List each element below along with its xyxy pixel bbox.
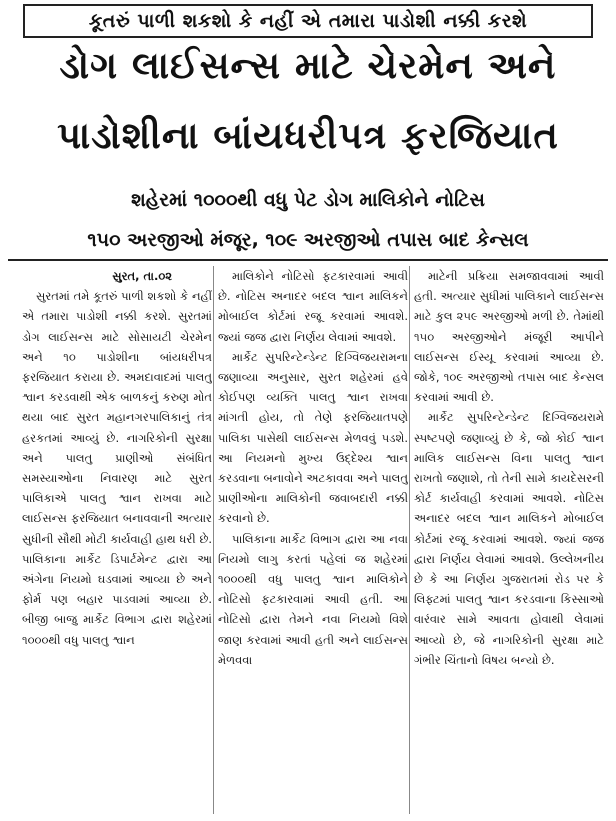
subheading-line-1: શહેરમાં ૧૦૦૦થી વધુ પેટ ડોગ માલિકોને નોટિસ (131, 189, 485, 211)
article-column-3 (414, 266, 604, 816)
headline-line-2: પાડોશીના બાંયધરીપત્ર ફરજિયાત (57, 114, 559, 157)
article-paragraph: માટેની પ્રક્રિયા સમજાવવામાં આવી હતી. અત્યાર સુધીમાં પાલિકાને લાઈસન્સ માટે કુલ ૨૫૯ અરજીઓ મળી છે. તેમાંથી ૧૫૦ અરજીઓને મંજૂરી આપીને લાઈસન્સ ઈસ્યૂ કરવામાં આવ્યા છે. જોકે, ૧૦૯ અરજીઓ તપાસ બાદ કેન્સલ કરવામાં આવી છે. (414, 269, 604, 405)
kicker-banner: કૂતરું પાળી શકશો કે નહીં એ તમારા પાડોશી નક્કી કરશે (23, 4, 593, 38)
header-rule (8, 259, 608, 261)
article-column-1 (22, 266, 212, 816)
headline-line-1: ડોગ લાઈસન્સ માટે ચેરમેન અને (59, 44, 557, 87)
article-paragraph: માર્કેટ સુપરિન્ટેન્ડેન્ટ દિગ્વિજયરામે સ્પષ્ટપણે જણાવ્યું છે કે, જો કોઈ શ્વાન માલિક લાઈસન્સ વિના પાલતુ શ્વાન રાખતો જણાશે, તો તેની સામે કાયદેસરની કોર્ટ કાર્યવાહી કરવામાં આવશે. નોટિસ અનાદર બદલ શ્વાન માલિકને મોબાઈલ કોર્ટમાં રજૂ કરવામાં આવશે. જ્યાં જજ દ્વારા નિર્ણય લેવામાં આવશે. ઉલ્લેખનીય છે કે આ નિર્ણય ગુજરાતમાં રોડ પર કે લિફ્ટમાં પાલતુ શ્વાન કરડવાના કિસ્સાઓ વારંવાર સામે આવતા હોવાથી લેવામાં આવ્યો છે, જે નાગરિકોની સુરક્ષા માટે ગંભીર ચિંતાનો વિષય બન્યો છે. (414, 410, 604, 667)
article-paragraph: સુરતમાં તમે કૂતરું પાળી શકશો કે નહીં એ તમારા પાડોશી નક્કી કરશે. સુરતમાં ડોગ લાઈસન્સ માટે સોસાયટી ચેરમેન અને ૧૦ પાડોશીના બાંયધરીપત્ર ફરજિયાત કરાયા છે. અમદાવાદમાં પાલતુ શ્વાન કરડવાથી એક બાળકનું કરુણ મોત થયા બાદ સુરત મહાનગરપાલિકાનું તંત્ર હરકતમાં આવ્યું છે. નાગરિકોની સુરક્ષા અને પાલતુ પ્રાણીઓ સંબંધિત સમસ્યાઓના નિવારણ માટે સુરત પાલિકાએ પાલતુ શ્વાન રાખવા માટે લાઈસન્સ ફરજિયાત બનાવવાની અત્યાર સુધીની સૌથી મોટી કાર્યવાહી હાથ ધરી છે. પાલિકાના માર્કેટ ડિપાર્ટમેન્ટ દ્વારા આ અંગેના નિયમો ઘડવામાં આવ્યા છે અને ફોર્મ પણ બહાર પાડવામાં આવ્યા છે. બીજી બાજુ માર્કેટ વિભાગ દ્વારા શહેરમાં ૧૦૦૦થી વધુ પાલતુ શ્વાન (22, 289, 212, 647)
subheading-line-2: ૧૫૦ અરજીઓ મંજૂર, ૧૦૯ અરજીઓ તપાસ બાદ કેન્સલ (87, 229, 529, 251)
article-paragraph: માર્કેટ સુપરિન્ટેન્ડેન્ટ દિગ્વિજયરામના જણાવ્યા અનુસાર, સુરત શહેરમાં હવે કોઈપણ વ્યક્તિ પાલતુ શ્વાન રાખવા માંગતી હોય, તો તેણે ફરજિયાતપણે પાલિકા પાસેથી લાઈસન્સ મેળવવું પડશે. આ નિયમનો મુખ્ય ઉદ્દેશ્ય શ્વાન કરડવાના બનાવોને અટકાવવા અને પાલતુ પ્રાણીઓના માલિકોની જવાબદારી નક્કી કરવાનો છે. (218, 349, 408, 526)
dateline: સુરત, તા.૦૨ (112, 269, 172, 283)
article-paragraph: માલિકોને નોટિસો ફટકારવામાં આવી છે. નોટિસ અનાદર બદલ શ્વાન માલિકને મોબાઈલ કોર્ટમાં રજૂ કરવામાં આવશે. જ્યાં જજ દ્વારા નિર્ણય લેવામાં આવશે. (218, 269, 408, 344)
column-divider (409, 266, 410, 814)
column-divider (213, 266, 214, 814)
article-column-2 (218, 266, 408, 816)
article-paragraph: પાલિકાના માર્કેટ વિભાગ દ્વારા આ નવા નિયમો લાગુ કરતાં પહેલાં જ શહેરમાં ૧૦૦૦થી વધુ પાલતુ શ્વાન માલિકોને નોટિસો ફટકારવામાં આવી હતી. આ નોટિસો દ્વારા તેમને નવા નિયમો વિશે જાણ કરવામાં આવી હતી અને લાઈસન્સ મેળવવા (218, 531, 408, 667)
